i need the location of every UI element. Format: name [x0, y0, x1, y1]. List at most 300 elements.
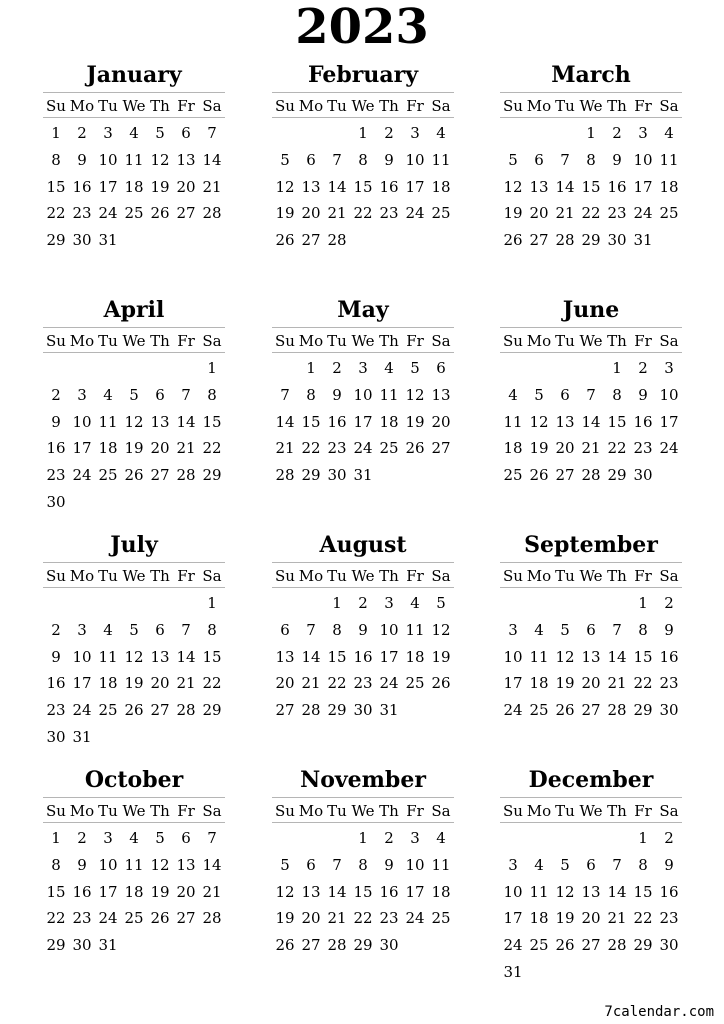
day-cell: 6: [534, 150, 544, 169]
weekday-label: Th: [607, 802, 627, 820]
day-cell: 21: [301, 674, 321, 693]
day-cell: 5: [534, 385, 544, 404]
day-cell: 29: [353, 936, 373, 955]
weekday-label: Sa: [202, 802, 222, 820]
month-january: [43, 58, 225, 254]
day-cell: 11: [659, 150, 679, 169]
day-cell: 17: [503, 909, 523, 928]
day-cell: 13: [581, 882, 601, 901]
weekday-label: Su: [275, 332, 295, 350]
weekday-label: Su: [46, 567, 66, 585]
empty-day-cell: [272, 825, 298, 852]
day-cell: 15: [633, 647, 653, 666]
day-cell: 23: [607, 204, 627, 223]
day-cell: 11: [98, 412, 118, 431]
weekday-label: Su: [275, 97, 295, 115]
day-cell: 31: [98, 231, 118, 250]
day-cell: 5: [560, 620, 570, 639]
day-cell: 27: [581, 936, 601, 955]
day-cell: 7: [612, 855, 622, 874]
day-cell: 5: [155, 829, 165, 847]
day-cell: 19: [555, 909, 575, 928]
month-name: December: [528, 767, 654, 793]
day-cell: 4: [436, 829, 446, 847]
day-grid: [500, 590, 682, 724]
day-cell: 19: [529, 439, 549, 458]
month-december: [500, 763, 682, 986]
day-cell: 2: [384, 829, 394, 847]
day-cell: 13: [150, 647, 170, 666]
day-cell: 19: [275, 204, 295, 223]
day-cell: 15: [353, 882, 373, 901]
day-cell: 9: [51, 412, 61, 431]
day-cell: 1: [51, 829, 61, 847]
empty-day-cell: [173, 355, 199, 382]
empty-day-cell: [272, 590, 298, 617]
day-cell: 29: [202, 701, 222, 720]
weekday-label: Th: [150, 802, 170, 820]
weekday-label: We: [122, 97, 146, 115]
day-cell: 29: [46, 231, 66, 250]
day-cell: 23: [379, 204, 399, 223]
day-cell: 25: [98, 701, 118, 720]
day-cell: 20: [301, 909, 321, 928]
day-cell: 18: [503, 439, 523, 458]
empty-day-cell: [526, 590, 552, 617]
day-cell: 18: [529, 909, 549, 928]
day-cell: 9: [332, 385, 342, 404]
day-cell: 11: [503, 412, 523, 431]
day-cell: 29: [202, 466, 222, 485]
empty-day-cell: [43, 355, 69, 382]
day-cell: 26: [150, 204, 170, 223]
day-cell: 3: [508, 855, 518, 874]
weekday-label: Sa: [431, 97, 451, 115]
weekday-label: Tu: [327, 332, 347, 350]
empty-day-cell: [121, 590, 147, 617]
day-cell: 2: [612, 124, 622, 142]
day-cell: 4: [103, 620, 113, 639]
weekday-label: Sa: [659, 802, 679, 820]
day-cell: 12: [555, 647, 575, 666]
month-april: [43, 293, 225, 516]
weekday-header: [500, 797, 682, 823]
day-cell: 6: [181, 124, 191, 142]
empty-day-cell: [552, 590, 578, 617]
day-cell: 26: [529, 466, 549, 485]
day-cell: 9: [384, 150, 394, 169]
month-october: [43, 763, 225, 959]
day-cell: 27: [555, 466, 575, 485]
day-cell: 1: [306, 359, 316, 377]
day-cell: 8: [638, 855, 648, 874]
day-cell: 18: [659, 177, 679, 196]
day-cell: 25: [124, 204, 144, 223]
day-cell: 21: [607, 674, 627, 693]
day-cell: 15: [633, 882, 653, 901]
day-cell: 22: [46, 909, 66, 928]
weekday-label: We: [351, 97, 375, 115]
weekday-label: Fr: [177, 567, 195, 585]
day-cell: 16: [353, 647, 373, 666]
day-cell: 25: [124, 909, 144, 928]
year-title: 2023: [295, 0, 429, 55]
day-cell: 22: [581, 204, 601, 223]
day-cell: 29: [46, 936, 66, 955]
day-cell: 6: [306, 855, 316, 874]
day-cell: 13: [301, 882, 321, 901]
weekday-label: We: [122, 802, 146, 820]
day-cell: 20: [176, 177, 196, 196]
weekday-label: Sa: [202, 97, 222, 115]
month-name: July: [110, 532, 158, 558]
empty-day-cell: [272, 355, 298, 382]
weekday-label: Su: [46, 802, 66, 820]
day-cell: 9: [77, 855, 87, 874]
day-cell: 31: [72, 727, 92, 746]
weekday-label: Tu: [98, 567, 118, 585]
day-cell: 1: [638, 594, 648, 612]
day-cell: 21: [202, 882, 222, 901]
day-cell: 7: [181, 385, 191, 404]
empty-day-cell: [95, 355, 121, 382]
day-cell: 7: [612, 620, 622, 639]
day-cell: 19: [150, 882, 170, 901]
day-cell: 13: [150, 412, 170, 431]
day-cell: 3: [664, 359, 674, 377]
day-cell: 8: [207, 385, 217, 404]
empty-day-cell: [147, 355, 173, 382]
day-cell: 18: [98, 439, 118, 458]
day-cell: 10: [98, 150, 118, 169]
day-cell: 2: [384, 124, 394, 142]
day-cell: 22: [607, 439, 627, 458]
day-cell: 12: [275, 177, 295, 196]
day-cell: 21: [327, 909, 347, 928]
day-cell: 18: [431, 177, 451, 196]
weekday-label: Fr: [406, 97, 424, 115]
day-cell: 10: [405, 150, 425, 169]
day-cell: 2: [638, 359, 648, 377]
weekday-header: [500, 92, 682, 118]
day-cell: 24: [659, 439, 679, 458]
day-cell: 8: [612, 385, 622, 404]
day-cell: 22: [353, 204, 373, 223]
day-cell: 15: [46, 882, 66, 901]
day-cell: 17: [405, 177, 425, 196]
day-cell: 31: [633, 231, 653, 250]
empty-day-cell: [500, 825, 526, 852]
day-cell: 16: [72, 882, 92, 901]
empty-day-cell: [552, 355, 578, 382]
day-grid: [43, 355, 225, 516]
month-july: [43, 528, 225, 751]
day-cell: 12: [529, 412, 549, 431]
weekday-label: Sa: [431, 802, 451, 820]
day-cell: 24: [379, 674, 399, 693]
day-cell: 31: [353, 466, 373, 485]
month-name: April: [103, 297, 165, 323]
day-cell: 10: [353, 385, 373, 404]
day-cell: 9: [664, 620, 674, 639]
day-cell: 30: [46, 727, 66, 746]
day-cell: 28: [607, 701, 627, 720]
weekday-label: Th: [379, 802, 399, 820]
empty-day-cell: [173, 590, 199, 617]
day-cell: 27: [301, 936, 321, 955]
day-cell: 30: [659, 701, 679, 720]
day-grid: [272, 825, 454, 959]
day-cell: 13: [431, 385, 451, 404]
day-cell: 13: [301, 177, 321, 196]
day-cell: 10: [379, 620, 399, 639]
day-cell: 14: [327, 177, 347, 196]
day-cell: 14: [176, 412, 196, 431]
day-cell: 5: [410, 359, 420, 377]
weekday-label: Fr: [406, 332, 424, 350]
day-cell: 2: [51, 385, 61, 404]
day-cell: 23: [353, 674, 373, 693]
day-cell: 23: [72, 909, 92, 928]
day-cell: 23: [379, 909, 399, 928]
day-cell: 13: [555, 412, 575, 431]
weekday-label: Mo: [298, 332, 324, 350]
day-cell: 4: [384, 359, 394, 377]
day-cell: 28: [176, 701, 196, 720]
day-cell: 8: [207, 620, 217, 639]
day-cell: 15: [301, 412, 321, 431]
day-cell: 25: [431, 204, 451, 223]
weekday-label: Th: [379, 332, 399, 350]
day-cell: 30: [379, 936, 399, 955]
day-cell: 24: [353, 439, 373, 458]
day-cell: 17: [379, 647, 399, 666]
day-grid: [500, 355, 682, 489]
day-cell: 15: [581, 177, 601, 196]
day-cell: 6: [280, 620, 290, 639]
month-name: November: [300, 767, 426, 793]
day-cell: 7: [560, 150, 570, 169]
day-cell: 21: [176, 439, 196, 458]
weekday-label: We: [351, 567, 375, 585]
day-cell: 13: [581, 647, 601, 666]
month-name: February: [307, 62, 418, 88]
weekday-header: [43, 562, 225, 588]
day-cell: 26: [124, 701, 144, 720]
day-cell: 20: [555, 439, 575, 458]
weekday-label: We: [351, 802, 375, 820]
day-cell: 22: [46, 204, 66, 223]
day-cell: 28: [581, 466, 601, 485]
day-cell: 24: [72, 701, 92, 720]
day-cell: 22: [202, 674, 222, 693]
month-may: [272, 293, 454, 489]
weekday-label: We: [579, 332, 603, 350]
empty-day-cell: [69, 355, 95, 382]
day-cell: 29: [633, 936, 653, 955]
day-cell: 13: [275, 647, 295, 666]
day-cell: 28: [327, 231, 347, 250]
day-cell: 17: [72, 439, 92, 458]
day-cell: 30: [72, 231, 92, 250]
weekday-label: We: [351, 332, 375, 350]
day-cell: 4: [410, 594, 420, 612]
day-cell: 8: [51, 855, 61, 874]
day-cell: 24: [405, 909, 425, 928]
day-cell: 3: [384, 594, 394, 612]
weekday-header: [272, 562, 454, 588]
day-grid: [272, 355, 454, 489]
day-cell: 30: [607, 231, 627, 250]
empty-day-cell: [604, 825, 630, 852]
day-cell: 1: [51, 124, 61, 142]
day-cell: 29: [607, 466, 627, 485]
day-cell: 28: [202, 204, 222, 223]
day-cell: 14: [176, 647, 196, 666]
empty-day-cell: [526, 355, 552, 382]
day-cell: 17: [98, 882, 118, 901]
day-cell: 21: [202, 177, 222, 196]
day-cell: 4: [534, 620, 544, 639]
day-cell: 22: [633, 909, 653, 928]
day-cell: 20: [581, 909, 601, 928]
weekday-label: Th: [607, 97, 627, 115]
month-november: [272, 763, 454, 959]
day-cell: 31: [98, 936, 118, 955]
day-cell: 20: [301, 204, 321, 223]
weekday-label: Th: [150, 97, 170, 115]
day-cell: 4: [436, 124, 446, 142]
day-cell: 26: [275, 936, 295, 955]
month-june: [500, 293, 682, 489]
day-cell: 30: [353, 701, 373, 720]
day-cell: 27: [431, 439, 451, 458]
day-cell: 16: [607, 177, 627, 196]
day-cell: 23: [46, 466, 66, 485]
day-cell: 14: [275, 412, 295, 431]
day-cell: 19: [275, 909, 295, 928]
day-cell: 25: [529, 701, 549, 720]
day-cell: 18: [124, 882, 144, 901]
empty-day-cell: [324, 120, 350, 147]
day-cell: 22: [633, 674, 653, 693]
day-cell: 31: [379, 701, 399, 720]
weekday-header: [43, 92, 225, 118]
site-credit: 7calendar.com: [604, 1004, 714, 1020]
day-cell: 6: [155, 620, 165, 639]
day-cell: 6: [155, 385, 165, 404]
day-cell: 30: [327, 466, 347, 485]
day-cell: 3: [410, 829, 420, 847]
day-cell: 13: [176, 855, 196, 874]
day-cell: 1: [207, 359, 217, 377]
day-cell: 8: [332, 620, 342, 639]
day-cell: 9: [358, 620, 368, 639]
day-cell: 11: [124, 855, 144, 874]
day-cell: 16: [379, 882, 399, 901]
day-cell: 15: [607, 412, 627, 431]
weekday-label: Th: [607, 332, 627, 350]
month-name: May: [337, 297, 389, 323]
day-cell: 4: [508, 385, 518, 404]
day-cell: 17: [72, 674, 92, 693]
day-cell: 8: [358, 855, 368, 874]
day-cell: 21: [275, 439, 295, 458]
month-august: [272, 528, 454, 724]
day-cell: 19: [150, 177, 170, 196]
day-cell: 12: [124, 412, 144, 431]
day-cell: 17: [503, 674, 523, 693]
day-cell: 24: [72, 466, 92, 485]
month-september: [500, 528, 682, 724]
weekday-label: Su: [275, 802, 295, 820]
day-cell: 10: [72, 647, 92, 666]
weekday-label: Mo: [69, 97, 95, 115]
day-cell: 17: [633, 177, 653, 196]
weekday-label: Tu: [327, 802, 347, 820]
day-cell: 9: [638, 385, 648, 404]
day-cell: 28: [301, 701, 321, 720]
day-cell: 28: [275, 466, 295, 485]
day-cell: 3: [638, 124, 648, 142]
day-cell: 9: [77, 150, 87, 169]
day-cell: 27: [581, 701, 601, 720]
day-cell: 18: [124, 177, 144, 196]
day-cell: 24: [98, 204, 118, 223]
day-cell: 14: [327, 882, 347, 901]
weekday-label: Tu: [98, 97, 118, 115]
weekday-label: Fr: [634, 567, 652, 585]
weekday-label: Fr: [177, 97, 195, 115]
day-cell: 15: [353, 177, 373, 196]
weekday-label: Mo: [526, 97, 552, 115]
day-cell: 15: [46, 177, 66, 196]
day-cell: 21: [555, 204, 575, 223]
day-cell: 29: [581, 231, 601, 250]
day-cell: 23: [633, 439, 653, 458]
day-cell: 18: [379, 412, 399, 431]
weekday-label: Fr: [634, 802, 652, 820]
day-cell: 7: [332, 855, 342, 874]
day-cell: 12: [150, 150, 170, 169]
day-cell: 3: [77, 620, 87, 639]
day-cell: 19: [503, 204, 523, 223]
weekday-label: Tu: [98, 332, 118, 350]
weekday-label: Fr: [634, 332, 652, 350]
weekday-label: Tu: [327, 567, 347, 585]
day-cell: 1: [332, 594, 342, 612]
weekday-header: [500, 327, 682, 353]
weekday-label: Th: [150, 332, 170, 350]
weekday-label: Mo: [526, 332, 552, 350]
weekday-header: [43, 797, 225, 823]
weekday-label: Th: [150, 567, 170, 585]
day-cell: 9: [51, 647, 61, 666]
month-name: January: [86, 62, 182, 88]
weekday-label: Fr: [177, 332, 195, 350]
day-cell: 28: [555, 231, 575, 250]
day-cell: 18: [98, 674, 118, 693]
day-cell: 30: [46, 492, 66, 511]
weekday-label: Su: [503, 97, 523, 115]
empty-day-cell: [526, 825, 552, 852]
weekday-label: Tu: [327, 97, 347, 115]
day-cell: 14: [607, 647, 627, 666]
day-cell: 23: [659, 909, 679, 928]
day-cell: 27: [150, 701, 170, 720]
weekday-label: Fr: [634, 97, 652, 115]
day-cell: 6: [586, 855, 596, 874]
